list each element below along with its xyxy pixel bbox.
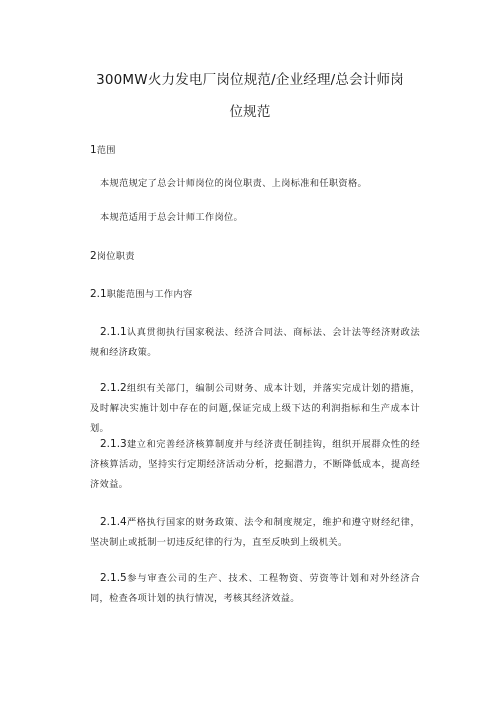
item-2-1-4 xyxy=(90,512,420,553)
section-1-paragraph-1: 本规范规定了总会计师岗位的岗位职责、上岗标准和任职资格。 xyxy=(100,178,368,189)
item-number: 2.1.3 xyxy=(100,438,127,450)
item-text: 严格执行国家的财务政策、法令和制度规定，维护和遵守财经纪律，坚决制止或抵制一切违反纪律的行为，直至反映到上级机关。 xyxy=(90,517,420,548)
item-text: 建立和完善经济核算制度并与经济责任制挂钩，组织开展群众性的经济核算活动，坚持实行定期经济活动分析，挖掘潜力，不断降低成本，提高经济效益。 xyxy=(90,439,420,490)
item-number: 2.1.1 xyxy=(100,326,127,338)
section-title: 岗位职责 xyxy=(96,251,135,262)
item-text: 认真贯彻执行国家税法、经济合同法、商标法、会计法等经济财政法规和经济政策。 xyxy=(90,327,420,358)
section-1-paragraph-2: 本规范适用于总会计师工作岗位。 xyxy=(100,212,244,223)
section-2-heading xyxy=(90,246,420,267)
item-2-1-1 xyxy=(90,322,420,363)
item-2-1-5 xyxy=(90,568,420,609)
section-1-heading xyxy=(90,140,420,161)
item-number: 2.1.2 xyxy=(100,382,127,394)
document-title-line2: 位规范 xyxy=(229,104,271,120)
item-2-1-3 xyxy=(90,434,420,495)
section-title: 职能范围与工作内容 xyxy=(106,289,193,300)
section-number: 2 xyxy=(90,250,97,262)
section-number: 1 xyxy=(90,144,97,156)
item-number: 2.1.4 xyxy=(100,516,127,528)
section-title: 范围 xyxy=(96,145,116,156)
item-2-1-2 xyxy=(90,378,420,439)
section-2-1-heading xyxy=(90,284,420,305)
item-text: 参与审查公司的生产、技术、工程物资、劳资等计划和对外经济合同，检查各项计划的执行情况，考核其经济效益。 xyxy=(90,573,420,604)
item-number: 2.1.5 xyxy=(100,572,127,584)
section-number: 2.1 xyxy=(90,288,107,300)
document-title-line1: 300MW火力发电厂岗位规范/企业经理/总会计师岗 xyxy=(96,72,404,88)
item-text: 组织有关部门，编制公司财务、成本计划，并落实完成计划的措施，及时解决实施计划中存在的问题,保证完成上级下达的利润指标和生产成本计划。 xyxy=(90,383,420,434)
